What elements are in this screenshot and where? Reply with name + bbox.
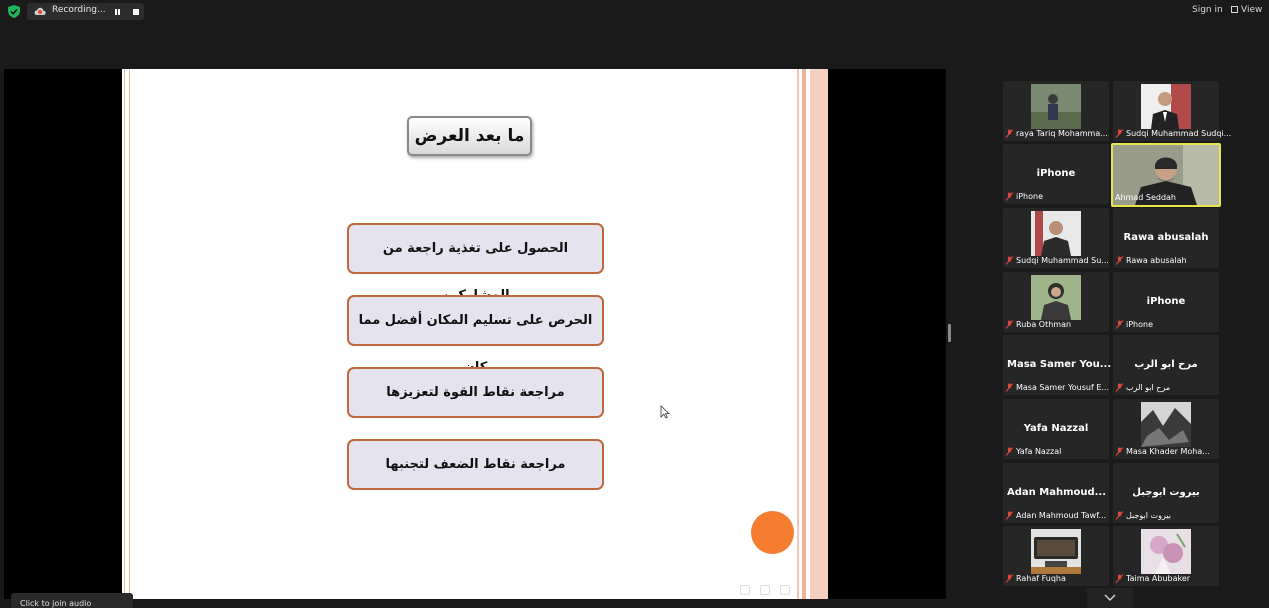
muted-mic-icon <box>1005 256 1014 265</box>
participant-name: raya Tariq Mohamma... <box>1016 129 1108 138</box>
participant-photo <box>1031 211 1081 256</box>
gallery-next-page-button[interactable] <box>1087 588 1133 608</box>
participant-name: Rahaf Fuqha <box>1016 574 1066 583</box>
participant-name: Masa Samer Yousuf E... <box>1016 383 1110 392</box>
participant-name: Taima Abubaker <box>1126 574 1191 583</box>
shield-icon[interactable] <box>8 5 20 18</box>
slide-item: مراجعة نقاط القوة لتعزيزها <box>347 367 604 418</box>
participant-tile[interactable] <box>1003 526 1109 586</box>
participant-tile[interactable] <box>1113 208 1219 268</box>
participant-tile[interactable] <box>1113 272 1219 332</box>
muted-mic-icon <box>1115 256 1124 265</box>
participant-big-name: iPhone <box>1036 168 1076 179</box>
join-audio-button[interactable] <box>11 593 133 608</box>
participant-big-name: مرح ابو الرب <box>1134 359 1198 370</box>
muted-mic-icon <box>1115 447 1124 456</box>
participant-name: Ahmad Seddah <box>1115 193 1176 202</box>
participant-photo <box>1141 529 1191 574</box>
panel-resize-handle[interactable] <box>948 324 951 342</box>
participant-photo <box>1141 84 1191 129</box>
muted-mic-icon <box>1005 574 1014 583</box>
participant-name: مرح ابو الرب <box>1126 383 1171 392</box>
chevron-down-icon <box>1104 594 1116 602</box>
view-button[interactable] <box>1231 5 1262 15</box>
participant-name: Sudqi Muhammad Su... <box>1016 256 1109 265</box>
recording-indicator <box>27 3 144 20</box>
slide-right-border <box>794 69 828 599</box>
screen-icon[interactable] <box>780 585 790 595</box>
participant-tile[interactable] <box>1003 399 1109 459</box>
mouse-cursor-icon <box>660 405 670 419</box>
participant-tile[interactable] <box>1003 272 1109 332</box>
participant-tile[interactable] <box>1113 463 1219 523</box>
slide-annotation-tools[interactable] <box>740 580 820 592</box>
participant-big-name: Adan Mahmoud... <box>1007 487 1107 498</box>
participant-big-name: Rawa abusalah <box>1123 232 1209 243</box>
participant-tile[interactable] <box>1003 463 1109 523</box>
muted-mic-icon <box>1005 511 1014 520</box>
slide-item: مراجعة نقاط الضعف لتجنبها <box>347 439 604 490</box>
slide-title: ما بعد العرض <box>407 116 532 156</box>
participant-photo <box>1031 84 1081 129</box>
pause-recording-button[interactable] <box>111 6 123 17</box>
muted-mic-icon <box>1115 320 1124 329</box>
muted-mic-icon <box>1115 511 1124 520</box>
participant-name: بيروت ابوجبل <box>1126 511 1171 520</box>
participant-name: iPhone <box>1016 192 1044 201</box>
participant-big-name: Yafa Nazzal <box>1023 423 1089 434</box>
participant-tile[interactable] <box>1113 526 1219 586</box>
view-grid-icon <box>1231 6 1238 13</box>
muted-mic-icon <box>1005 192 1014 201</box>
participant-name: Adan Mahmoud Tawf... <box>1016 511 1107 520</box>
participant-name: iPhone <box>1126 320 1154 329</box>
participant-photo <box>1031 529 1081 574</box>
shared-screen[interactable] <box>4 69 946 599</box>
participant-tile[interactable] <box>1113 399 1219 459</box>
pen-icon[interactable] <box>760 585 770 595</box>
stop-recording-button[interactable] <box>130 6 142 17</box>
join-audio-label: Click to join audio <box>20 599 92 608</box>
cloud-recording-icon <box>34 6 46 17</box>
muted-mic-icon <box>1005 383 1014 392</box>
participant-photo <box>1141 402 1191 447</box>
participant-name: Ruba Othman <box>1016 320 1072 329</box>
presentation-slide <box>122 69 828 599</box>
participant-name: Sudqi Muhammad Sudqi... <box>1126 129 1232 138</box>
recording-label: Recording... <box>52 5 106 15</box>
participant-tile[interactable] <box>1003 335 1112 395</box>
muted-mic-icon <box>1005 320 1014 329</box>
muted-mic-icon <box>1115 383 1124 392</box>
participant-tile[interactable] <box>1113 81 1232 141</box>
view-label: View <box>1241 5 1263 15</box>
participant-name: Masa Khader Moha... <box>1126 447 1210 456</box>
participant-tile[interactable] <box>1003 81 1109 141</box>
participants-gallery <box>1003 81 1232 589</box>
slide-item: الحرص على تسليم المكان أفضل مما <box>347 295 604 346</box>
participant-big-name: Masa Samer You... <box>1007 359 1112 370</box>
participant-tile[interactable] <box>1003 144 1109 204</box>
muted-mic-icon <box>1005 129 1014 138</box>
top-bar <box>0 0 1269 24</box>
participant-name: Rawa abusalah <box>1126 256 1187 265</box>
sign-in-link[interactable]: Sign in <box>1192 5 1223 15</box>
slide-left-border <box>124 69 130 599</box>
participant-big-name: iPhone <box>1146 296 1186 307</box>
participant-photo <box>1031 275 1081 320</box>
muted-mic-icon <box>1115 574 1124 583</box>
participant-big-name: بيروت ابوجبل <box>1132 487 1200 498</box>
participant-tile[interactable] <box>1003 208 1109 268</box>
participant-tile-active-speaker[interactable] <box>1111 143 1221 207</box>
participant-name: Yafa Nazzal <box>1016 447 1062 456</box>
slide-item: الحصول على تغذية راجعة من <box>347 223 604 274</box>
slide-orange-circle <box>751 511 794 554</box>
muted-mic-icon <box>1115 129 1124 138</box>
participant-tile[interactable] <box>1113 335 1219 395</box>
comment-icon[interactable] <box>740 585 750 595</box>
muted-mic-icon <box>1005 447 1014 456</box>
